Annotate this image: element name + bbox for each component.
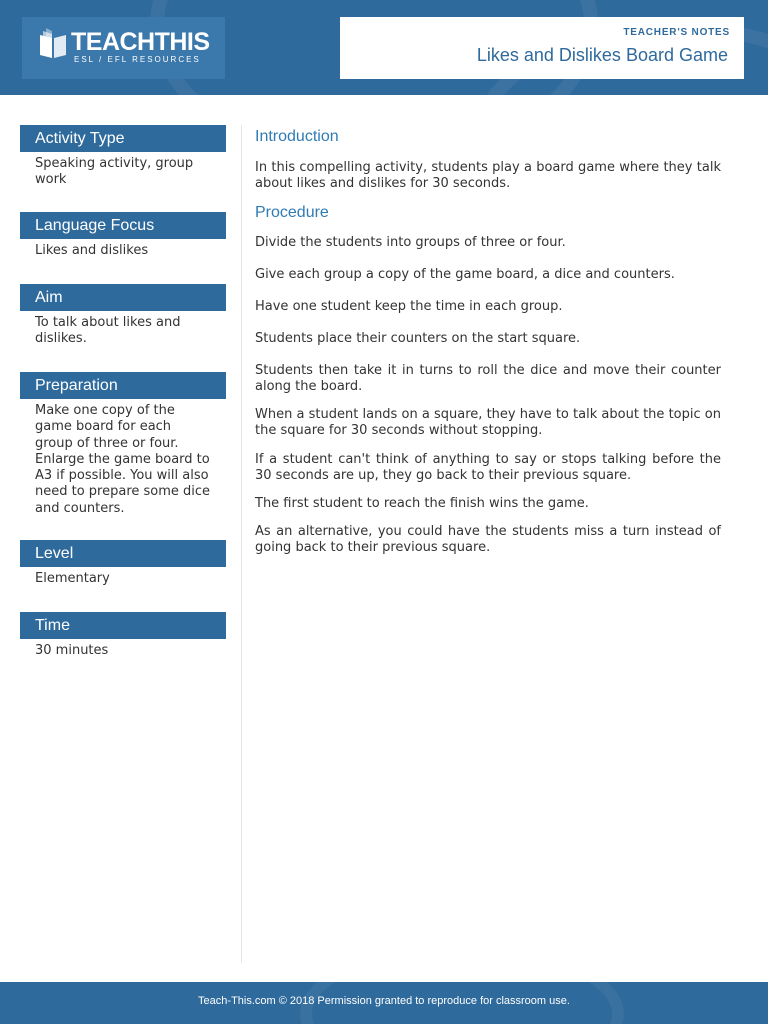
logo-wordmark: TEACHTHIS <box>71 28 210 56</box>
sidebar-preparation <box>20 372 226 517</box>
sidebar-heading: Activity Type <box>20 125 226 152</box>
page-footer <box>0 982 768 1024</box>
sidebar-heading: Time <box>20 612 226 639</box>
page-title: Likes and Dislikes Board Game <box>476 45 728 65</box>
book-icon <box>36 27 70 61</box>
sidebar-text: Elementary <box>35 571 110 586</box>
logo-tagline: ESL / EFL RESOURCES <box>74 55 201 64</box>
sidebar-activity-type <box>20 125 226 189</box>
procedure-step: Have one student keep the time in each group. <box>255 299 563 314</box>
notes-label: TEACHER'S NOTES <box>623 27 730 38</box>
procedure-step: As an alternative, you could have the students miss a turn instead of going back to their previous square. <box>255 524 721 556</box>
procedure-step: Give each group a copy of the game board, a dice and counters. <box>255 267 675 282</box>
procedure-step: When a student lands on a square, they have to talk about the topic on the square for 30 seconds without stopping. <box>255 407 721 439</box>
procedure-step: The first student to reach the finish wins the game. <box>255 496 589 511</box>
copyright-text: Teach-This.com © 2018 Permission granted to reproduce for classroom use. <box>198 995 570 1007</box>
sidebar-heading: Aim <box>20 284 226 311</box>
sidebar-level <box>20 540 226 587</box>
procedure-step: Students place their counters on the start square. <box>255 331 581 346</box>
teachthis-logo <box>22 17 225 79</box>
sidebar-text: Speaking activity, group work <box>35 156 194 188</box>
introduction-heading: Introduction <box>255 128 339 145</box>
sidebar-time <box>20 612 226 659</box>
sidebar-heading: Preparation <box>20 372 226 399</box>
page-header <box>0 0 768 95</box>
title-panel <box>340 17 744 79</box>
sidebar-text: 30 minutes <box>35 643 109 658</box>
sidebar-aim <box>20 284 226 348</box>
sidebar-heading: Language Focus <box>20 212 226 239</box>
procedure-heading: Procedure <box>255 204 329 221</box>
sidebar-heading: Level <box>20 540 226 567</box>
sidebar-text: Likes and dislikes <box>35 243 149 258</box>
procedure-step: If a student can't think of anything to say or stops talking before the 30 seconds are up, they go back to their previous square. <box>255 452 721 484</box>
sidebar-text: Make one copy of the game board for each group of three or four. Enlarge the game board to A3 if possible. You will also need to prepare some dice and counters. <box>35 403 211 516</box>
procedure-step: Divide the students into groups of three or four. <box>255 235 566 250</box>
sidebar-text: To talk about likes and dislikes. <box>35 315 181 347</box>
introduction-text: In this compelling activity, students play a board game where they talk about likes and dislikes for 30 seconds. <box>255 160 721 192</box>
column-divider <box>241 125 242 963</box>
sidebar-language-focus <box>20 212 226 259</box>
procedure-step: Students then take it in turns to roll the dice and move their counter along the board. <box>255 363 721 395</box>
